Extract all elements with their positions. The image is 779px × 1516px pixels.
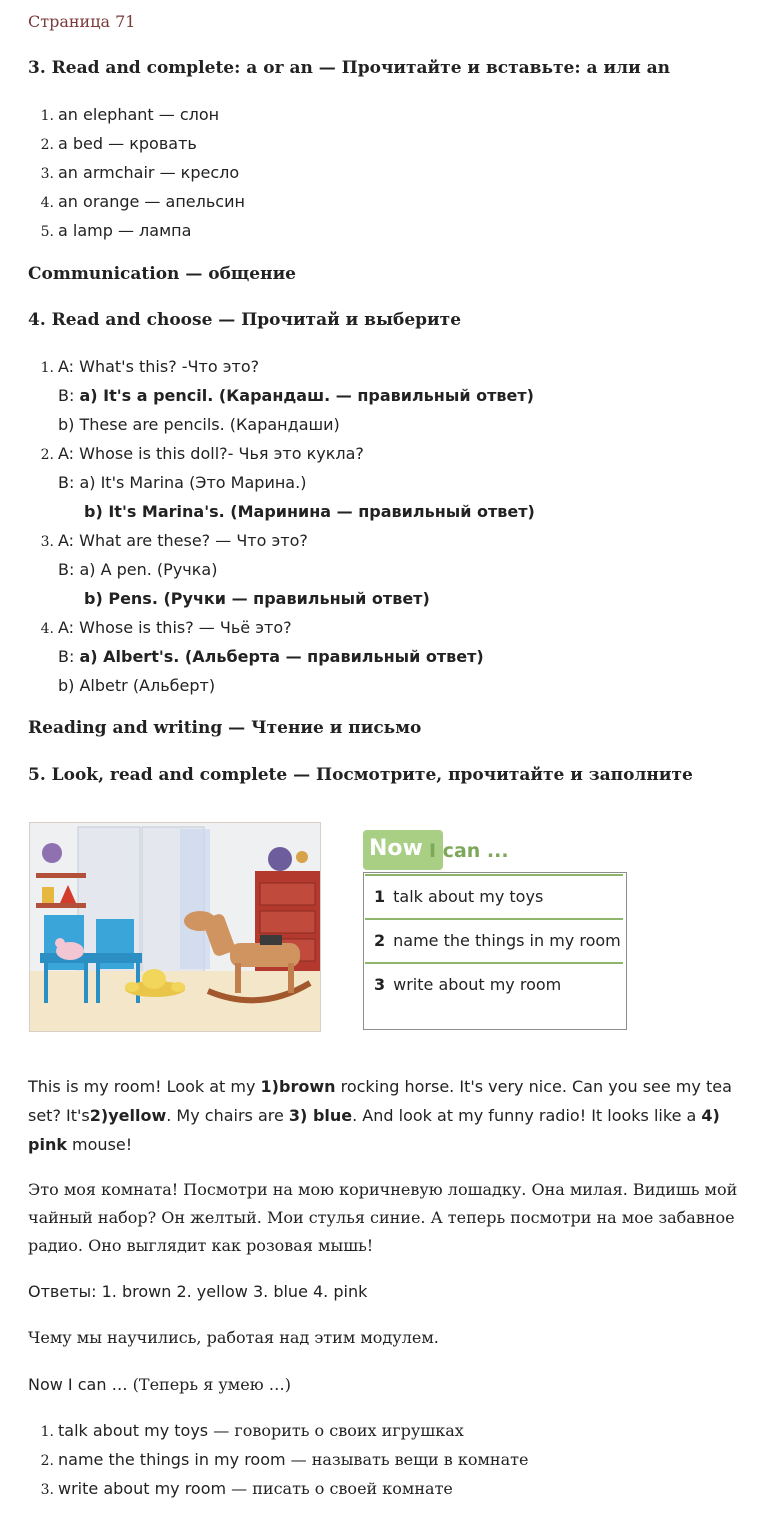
list-item: 1. an elephant — слон bbox=[40, 105, 220, 124]
list-item: 5. a lamp — лампа bbox=[40, 221, 192, 240]
list-item: 2. a bed — кровать bbox=[40, 134, 197, 153]
learned-line: Чему мы научились, работая над этим модулем. bbox=[28, 1328, 439, 1347]
answer-line: b) It's Marina's. (Маринина — правильный ответ) bbox=[84, 502, 535, 521]
room-image bbox=[30, 823, 320, 1031]
answer-line: b) Pens. (Ручки — правильный ответ) bbox=[84, 589, 430, 608]
answer-line: B: a) Albert's. (Альберта — правильный ответ) bbox=[58, 647, 484, 666]
reading-heading: Reading and writing — Чтение и письмо bbox=[28, 718, 422, 738]
list-item: 3. write about my room — писать о своей комнате bbox=[40, 1479, 453, 1498]
now-i-can-box bbox=[363, 830, 625, 1030]
now-i-can-line: Now I can … (Теперь я умею …) bbox=[28, 1375, 291, 1394]
question-line: 4. A: Whose is this? — Чьё это? bbox=[40, 618, 292, 637]
list-item: 2. name the things in my room — называть вещи в комнате bbox=[40, 1450, 529, 1469]
answers-line: Ответы: 1. brown 2. yellow 3. blue 4. pink bbox=[28, 1282, 368, 1301]
page-link[interactable]: Страница 71 bbox=[28, 12, 136, 31]
room-illustration bbox=[29, 822, 321, 1032]
now-item: 3 write about my room bbox=[365, 962, 623, 1006]
ex4-heading: 4. Read and choose — Прочитай и выберите bbox=[28, 310, 462, 330]
now-title-rest: I can ... bbox=[429, 840, 509, 862]
text-en: This is my room! Look at my 1)brown rocking horse. It's very nice. Can you see my tea set? It's2)yellow. My chairs are 3) blue. And look at my funny radio! It looks like a 4) pink mouse! bbox=[28, 1077, 732, 1154]
now-item: 2 name the things in my room bbox=[365, 918, 623, 962]
now-item: 1 talk about my toys bbox=[365, 874, 623, 918]
answer-line: b) These are pencils. (Карандаши) bbox=[58, 415, 340, 434]
list-item: 4. an orange — апельсин bbox=[40, 192, 245, 211]
question-line: 1. A: What's this? -Что это? bbox=[40, 357, 260, 376]
answer-line: B: a) It's Marina (Это Марина.) bbox=[58, 473, 307, 492]
answer-line: B: a) A pen. (Ручка) bbox=[58, 560, 218, 579]
list-item: 1. talk about my toys — говорить о своих игрушках bbox=[40, 1421, 464, 1440]
question-line: 3. A: What are these? — Что это? bbox=[40, 531, 308, 550]
text-ru: Это моя комната! Посмотри на мою коричневую лошадку. Она милая. Видишь мой чайный набор? Он желтый. Мои стулья синие. А теперь посмотри на мое забавное радио. Оно выглядит как розовая мышь! bbox=[28, 1180, 738, 1255]
ex3-heading: 3. Read and complete: a or an — Прочитайте и вставьте: a или an bbox=[28, 58, 670, 78]
question-line: 2. A: Whose is this doll?- Чья это кукла? bbox=[40, 444, 364, 463]
communication-heading: Communication — общение bbox=[28, 264, 296, 284]
now-title-now: Now bbox=[369, 836, 423, 861]
list-item: 3. an armchair — кресло bbox=[40, 163, 240, 182]
answer-line: b) Albetr (Альберт) bbox=[58, 676, 216, 695]
ex5-heading: 5. Look, read and complete — Посмотрите, прочитайте и заполните bbox=[28, 765, 693, 785]
answer-line: B: a) It's a pencil. (Карандаш. — правильный ответ) bbox=[58, 386, 534, 405]
